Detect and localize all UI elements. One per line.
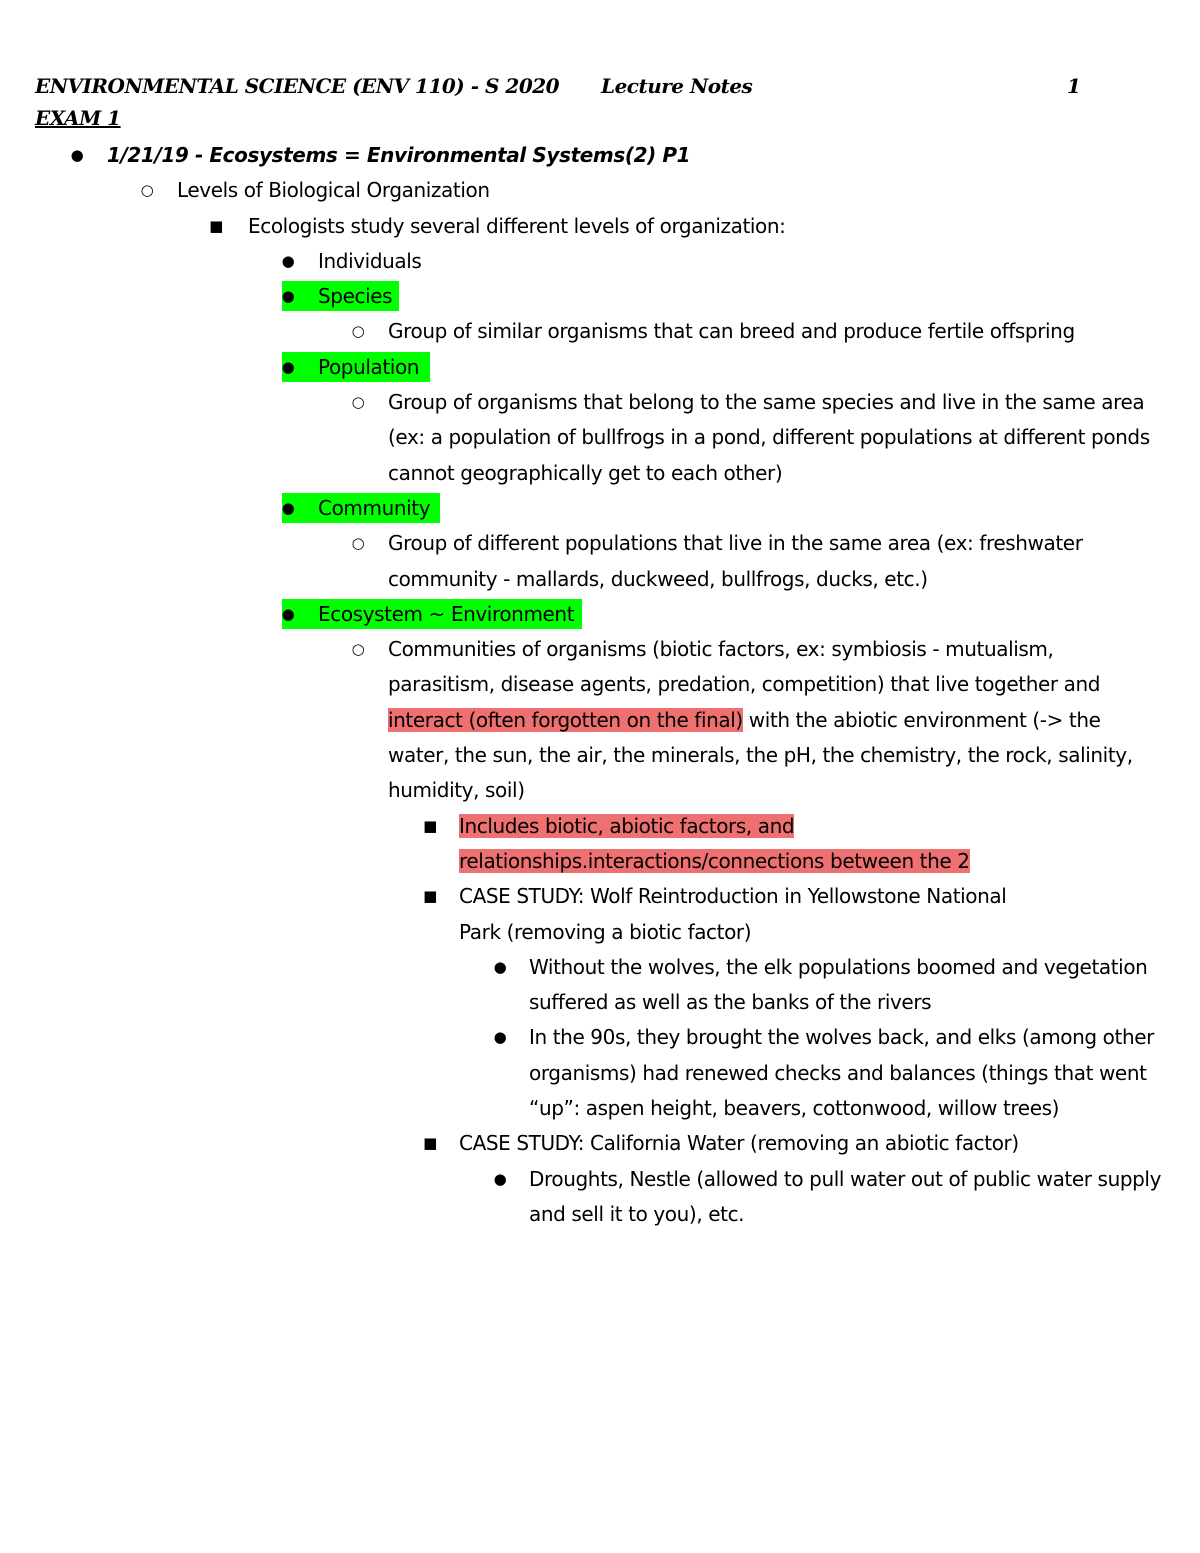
case-study-california: CASE STUDY: California Water (removing an abiotic factor) [459, 1131, 1019, 1156]
notes-outline [0, 138, 1200, 1232]
filled-circle-bullet-icon: ● [281, 357, 295, 376]
list-item [0, 314, 1163, 349]
page-header [35, 74, 1085, 106]
community-definition: Group of different populations that live in the same area (ex: freshwater community - mallards, duckweed, bullfrogs, ducks, etc.) [388, 531, 1083, 591]
list-item [0, 385, 1163, 491]
square-bullet-icon: ■ [423, 887, 437, 906]
ecosystem-definition-part2: with the abiotic environment (-> the water, the sun, the air, the minerals, the pH, the chemistry, the rock, salinity, humidity, soil) [388, 707, 1133, 803]
case-study-wolf: CASE STUDY: Wolf Reintroduction in Yellowstone National Park (removing a biotic factor) [459, 884, 1007, 944]
list-item [0, 1126, 1159, 1161]
list-item [0, 209, 1148, 244]
species-definition: Group of similar organisms that can breed and produce fertile offspring [388, 319, 1075, 344]
ecosystem-definition [388, 637, 1133, 802]
community-term: Community [318, 495, 431, 520]
filled-circle-bullet-icon: ● [493, 957, 507, 976]
list-item [0, 632, 1163, 808]
date-heading: 1/21/19 - Ecosystems = Environmental Systems(2) P1 [107, 143, 691, 167]
ecosystem-term: Ecosystem ~ Environment [318, 601, 575, 626]
wolf-point-2: In the 90s, they brought the wolves back, and elks (among other organisms) had renewed checks and balances (things that went “up”: aspen height, beavers, cottonwood, willow trees) [529, 1025, 1154, 1121]
course-title: ENVIRONMENTAL SCIENCE (ENV 110) - S 2020 [35, 74, 560, 98]
notes-label: Lecture Notes [601, 74, 753, 98]
filled-circle-bullet-icon: ● [281, 251, 295, 270]
wolf-point-1: Without the wolves, the elk populations boomed and vegetation suffered as well as the banks of the rivers [529, 954, 1148, 1015]
list-item [0, 244, 1200, 279]
hollow-circle-bullet-icon: ○ [351, 393, 365, 412]
list-item [0, 138, 1200, 173]
list-item [0, 1162, 1169, 1233]
filled-circle-bullet-icon: ● [281, 287, 295, 306]
hollow-circle-bullet-icon: ○ [351, 322, 365, 341]
population-term: Population [318, 354, 420, 379]
population-definition: Group of organisms that belong to the same species and live in the same area (ex: a population of bullfrogs in a pond, different populations at different ponds cannot geographically get to each other) [388, 390, 1150, 485]
list-item [0, 809, 1039, 880]
list-item [0, 879, 1039, 950]
exam-heading: EXAM 1 [35, 106, 121, 130]
red-highlight-interact: interact (often forgotten on the final) [388, 707, 743, 732]
list-item [0, 950, 1169, 1021]
hollow-circle-bullet-icon: ○ [140, 181, 154, 200]
filled-circle-bullet-icon: ● [493, 1028, 507, 1047]
list-item [0, 173, 1200, 208]
square-bullet-icon: ■ [423, 816, 437, 835]
square-bullet-icon: ■ [423, 1134, 437, 1153]
list-item-highlighted [0, 350, 1200, 385]
ecologists-text: Ecologists study several different levels of organization: [248, 213, 786, 238]
species-term: Species [318, 284, 393, 309]
list-item-highlighted [0, 491, 1200, 526]
filled-circle-bullet-icon: ● [281, 604, 295, 623]
list-item-highlighted [0, 279, 1200, 314]
list-item [0, 526, 1163, 597]
red-highlight-includes: Includes biotic, abiotic factors, and relationships.interactions/connections between the 2 [459, 813, 970, 873]
california-point-1: Droughts, Nestle (allowed to pull water out of public water supply and sell it to you), etc. [529, 1166, 1162, 1226]
ecosystem-definition-part1: Communities of organisms (biotic factors, ex: symbiosis - mutualism, parasitism, disease agents, predation, competition) that live together and [388, 637, 1101, 697]
individuals-text: Individuals [318, 248, 422, 273]
filled-circle-bullet-icon: ● [70, 146, 84, 164]
filled-circle-bullet-icon: ● [493, 1169, 507, 1188]
hollow-circle-bullet-icon: ○ [351, 534, 365, 553]
square-bullet-icon: ■ [209, 216, 223, 235]
list-item [0, 1020, 1169, 1126]
page-number: 1 [1067, 74, 1081, 98]
filled-circle-bullet-icon: ● [281, 498, 295, 517]
list-item-highlighted [0, 597, 1200, 632]
levels-heading: Levels of Biological Organization [177, 178, 490, 203]
hollow-circle-bullet-icon: ○ [351, 640, 365, 659]
